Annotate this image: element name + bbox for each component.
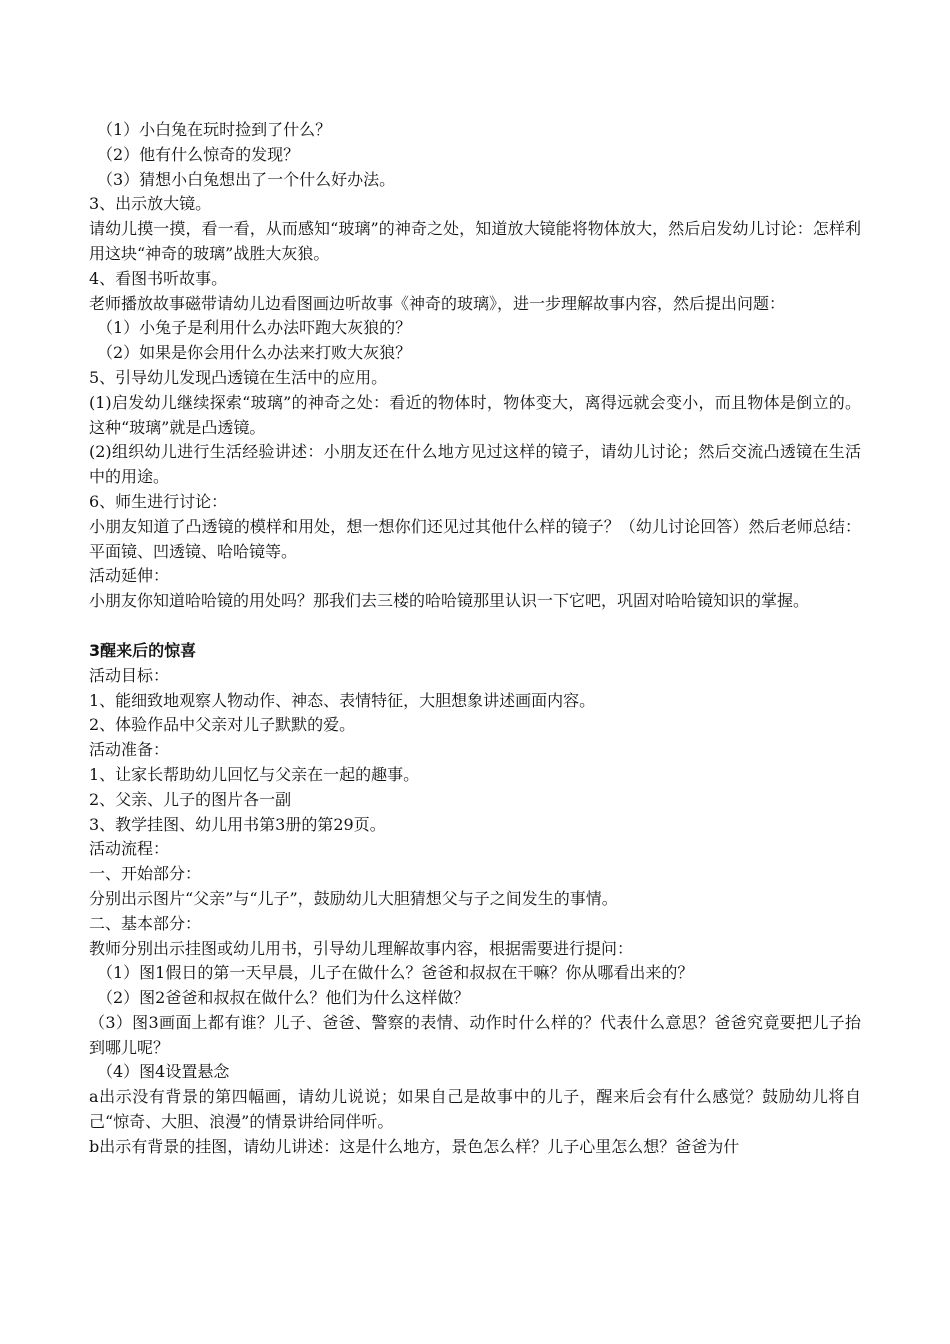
figure-1-question: （1）图1假日的第一天早晨，儿子在做什么？爸爸和叔叔在干嘛？你从哪看出来的？ <box>97 963 694 983</box>
part-2-title: 二、基本部分： <box>89 913 202 933</box>
extension-body: 小朋友你知道哈哈镜的用处吗？那我们去三楼的哈哈镜那里认识一下它吧，巩固对哈哈镜知识的掌握。 <box>89 591 810 611</box>
document-page <box>89 118 861 1160</box>
step-6-body: 小朋友知道了凸透镜的模样和用处，想一想你们还见过其他什么样的镜子？（幼儿讨论回答）然后老师总结：平面镜、凹透镜、哈哈镜等。 <box>89 516 861 561</box>
question-1: （1）小白兔在玩时捡到了什么？ <box>97 120 332 139</box>
prep-title: 活动准备： <box>89 740 170 760</box>
step-4-question-1: （1）小兔子是利用什么办法吓跑大灰狼的？ <box>97 318 412 338</box>
step-5-paragraph-1: (1)启发幼儿继续探索“玻璃”的神奇之处：看近的物体时，物体变大，离得远就会变小，而且物体是倒立的。这种“玻璃”就是凸透镜。 <box>89 392 861 437</box>
step-5-paragraph-2: (2)组织幼儿进行生活经验讲述：小朋友还在什么地方见过这样的镜子，请幼儿讨论；然后交流凸透镜在生活中的用途。 <box>89 442 861 487</box>
step-3-title: 3、出示放大镜。 <box>89 194 212 214</box>
extension-title: 活动延伸： <box>89 566 170 586</box>
prep-3: 3、教学挂图、幼儿用书第3册的第29页。 <box>89 814 386 834</box>
item-a: a出示没有背景的第四幅画，请幼儿说说；如果自己是故事中的儿子，醒来后会有什么感觉？鼓励幼儿将自己“惊奇、大胆、浪漫”的情景讲给同伴听。 <box>89 1087 861 1132</box>
step-4-question-2: （2）如果是你会用什么办法来打败大灰狼？ <box>97 343 412 363</box>
goal-1: 1、能细致地观察人物动作、神态、表情特征，大胆想象讲述画面内容。 <box>89 690 596 710</box>
prep-1: 1、让家长帮助幼儿回忆与父亲在一起的趣事。 <box>89 764 420 784</box>
step-4-body: 老师播放故事磁带请幼儿边看图画边听故事《神奇的玻璃》，进一步理解故事内容，然后提出问题： <box>89 293 786 313</box>
goal-2: 2、体验作品中父亲对儿子默默的爱。 <box>89 715 356 735</box>
goals-title: 活动目标： <box>89 665 170 685</box>
part-1-title: 一、开始部分： <box>89 864 202 884</box>
step-4-title: 4、看图书听故事。 <box>89 268 228 288</box>
section-spacer <box>89 614 861 639</box>
question-2: （2）他有什么惊奇的发现？ <box>97 144 300 164</box>
step-3-body: 请幼儿摸一摸，看一看，从而感知“玻璃”的神奇之处，知道放大镜能将物体放大，然后启发幼儿讨论：怎样利用这块“神奇的玻璃”战胜大灰狼。 <box>89 219 861 263</box>
figure-4-question: （4）图4设置悬念 <box>97 1062 230 1082</box>
flow-title: 活动流程： <box>89 839 170 859</box>
part-2-body: 教师分别出示挂图或幼儿用书，引导幼儿理解故事内容，根据需要进行提问： <box>89 938 634 958</box>
step-5-title: 5、引导幼儿发现凸透镜在生活中的应用。 <box>89 367 388 387</box>
prep-2: 2、父亲、儿子的图片各一副 <box>89 789 292 809</box>
section-heading: 3醒来后的惊喜 <box>89 640 197 660</box>
part-1-body: 分别出示图片“父亲”与“儿子”，鼓励幼儿大胆猜想父与子之间发生的事情。 <box>89 888 618 908</box>
question-3: （3）猜想小白兔想出了一个什么好办法。 <box>97 169 396 189</box>
item-b: b出示有背景的挂图，请幼儿讲述：这是什么地方，景色怎么样？儿子心里怎么想？爸爸为什 <box>89 1136 740 1156</box>
figure-3-question: （3）图3画面上都有谁？儿子、爸爸、警察的表情、动作时什么样的？代表什么意思？爸爸究竟要把儿子抬到哪儿呢？ <box>89 1012 861 1057</box>
figure-2-question: （2）图2爸爸和叔叔在做什么？他们为什么这样做？ <box>97 988 470 1008</box>
step-6-title: 6、师生进行讨论： <box>89 491 228 511</box>
